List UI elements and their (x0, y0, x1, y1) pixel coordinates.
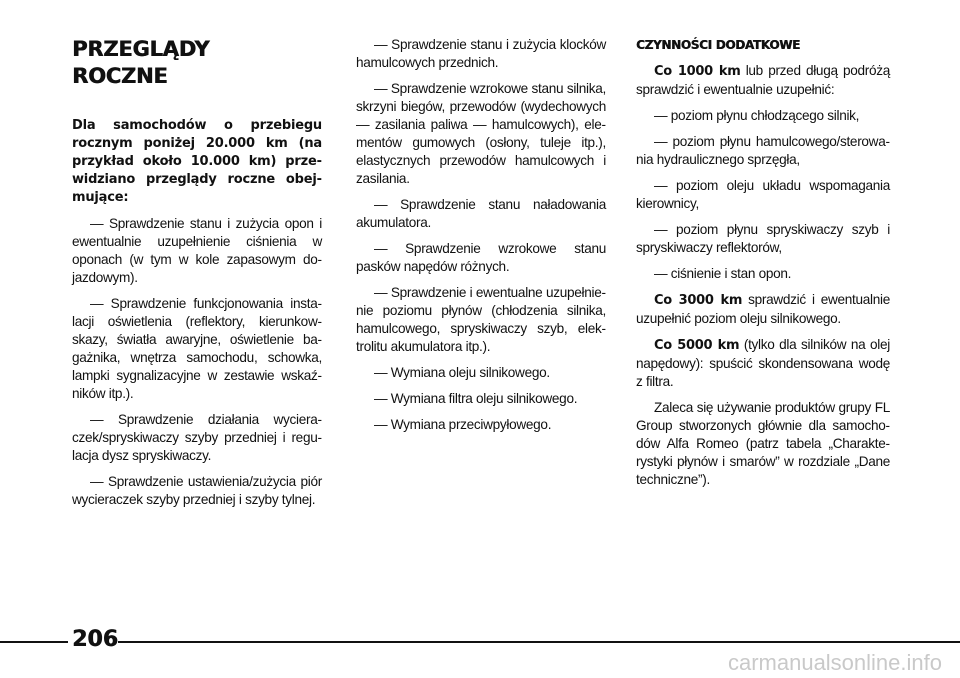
recommendation-paragraph: Zaleca się używanie produktów grupy FL Group stworzonych głównie dla samochodów Alfa Romeo (patrz tabela „Charakterystyki płynów i smarów” w rozdziale „Dane techniczne”). (636, 400, 890, 487)
checklist-item: — Sprawdzenie działania wycieraczek/spryskiwaczy szyby przedniej i regulacja dysz spryskiwaczy. (72, 412, 322, 463)
checklist-item: — Sprawdzenie wzrokowe stanu silnika, skrzyni biegów, przewodów (wydechowych — zasilania paliwa — hamulcowych), elementów gumowych (osłony, tuleje itp.), elastycznych przewodów hamulcowych i zasilania. (356, 81, 606, 186)
interval-text: (tylko dla silników na olej napędowy): spuścić skondensowana wodę z filtra. (636, 337, 890, 389)
footer-rule-right (118, 641, 960, 643)
checklist-item: — poziom oleju układu wspomagania kierownicy, (636, 178, 890, 211)
interval-paragraph-3000 (636, 291, 890, 328)
checklist-item: — Wymiana filtra oleju silnikowego. (374, 391, 578, 406)
checklist-item: — ciśnienie i stan opon. (654, 266, 792, 281)
interval-label: Co 5000 km (654, 338, 740, 353)
checklist-item: — poziom płynu hamulcowego/sterowania hydraulicznego sprzęgła, (636, 134, 890, 167)
title-line-1: PRZEGLĄDY (72, 37, 210, 61)
checklist-item: — Wymiana oleju silnikowego. (374, 365, 550, 380)
page-number: 206 (72, 627, 118, 652)
checklist-item: — Sprawdzenie i ewentualne uzupełnienie poziomu płynów (chłodzenia silnika, hamulcowego, spryskiwaczy szyb, elektrolitu akumulatora itp.). (356, 285, 606, 354)
interval-label: Co 3000 km (654, 293, 743, 308)
interval-label: Co 1000 km (654, 64, 741, 79)
checklist-item: — Sprawdzenie ustawienia/zużycia piór wycieraczek szyby przedniej i szyby tylnej. (72, 474, 322, 507)
checklist-item: — Sprawdzenie funkcjonowania instalacji oświetlenia (reflektory, kierunkowskazy, światła awaryjne, oświetlenie bagażnika, wnętrza samochodu, schowka, lampki sygnalizacyjne w zestawie wskaźników itp.). (72, 296, 322, 401)
checklist-item: — poziom płynu spryskiwaczy szyb i spryskiwaczy reflektorów, (636, 222, 890, 255)
checklist-item: — Sprawdzenie stanu i zużycia opon i ewentualnie uzupełnienie ciśnienia w oponach (w tym w kole zapasowym dojazdowym). (72, 216, 322, 285)
watermark: carmanualsonline.info (727, 650, 942, 675)
column-left (72, 36, 322, 517)
interval-paragraph-5000 (636, 336, 890, 391)
column-right (636, 36, 890, 497)
checklist-item: — poziom płynu chłodzącego silnik, (654, 108, 860, 123)
checklist-item: — Sprawdzenie stanu i zużycia klocków hamulcowych przednich. (356, 37, 606, 70)
interval-text: lub przed długą podróżą sprawdzić i ewentualnie uzupełnić: (636, 63, 890, 97)
checklist-item: — Sprawdzenie stanu naładowania akumulatora. (356, 197, 606, 230)
title-line-2: ROCZNE (72, 64, 168, 88)
footer-rule-left (0, 641, 68, 643)
column-middle (356, 36, 606, 442)
interval-text: sprawdzić i ewentualnie uzupełnić poziom oleju silnikowego. (636, 292, 890, 326)
checklist-item: — Wymiana przeciwpyłowego. (374, 417, 552, 432)
checklist-item: — Sprawdzenie wzrokowe stanu pasków napędów różnych. (356, 241, 606, 274)
page-title (72, 36, 322, 90)
section-heading: CZYNNOŚCI DODATKOWE (636, 38, 800, 52)
intro-paragraph: Dla samochodów o przebiegu rocznym poniżej 20.000 km (na przykład około 10.000 km) przewidziano przeglądy roczne obejmujące: (72, 118, 322, 205)
interval-paragraph-1000 (636, 62, 890, 99)
